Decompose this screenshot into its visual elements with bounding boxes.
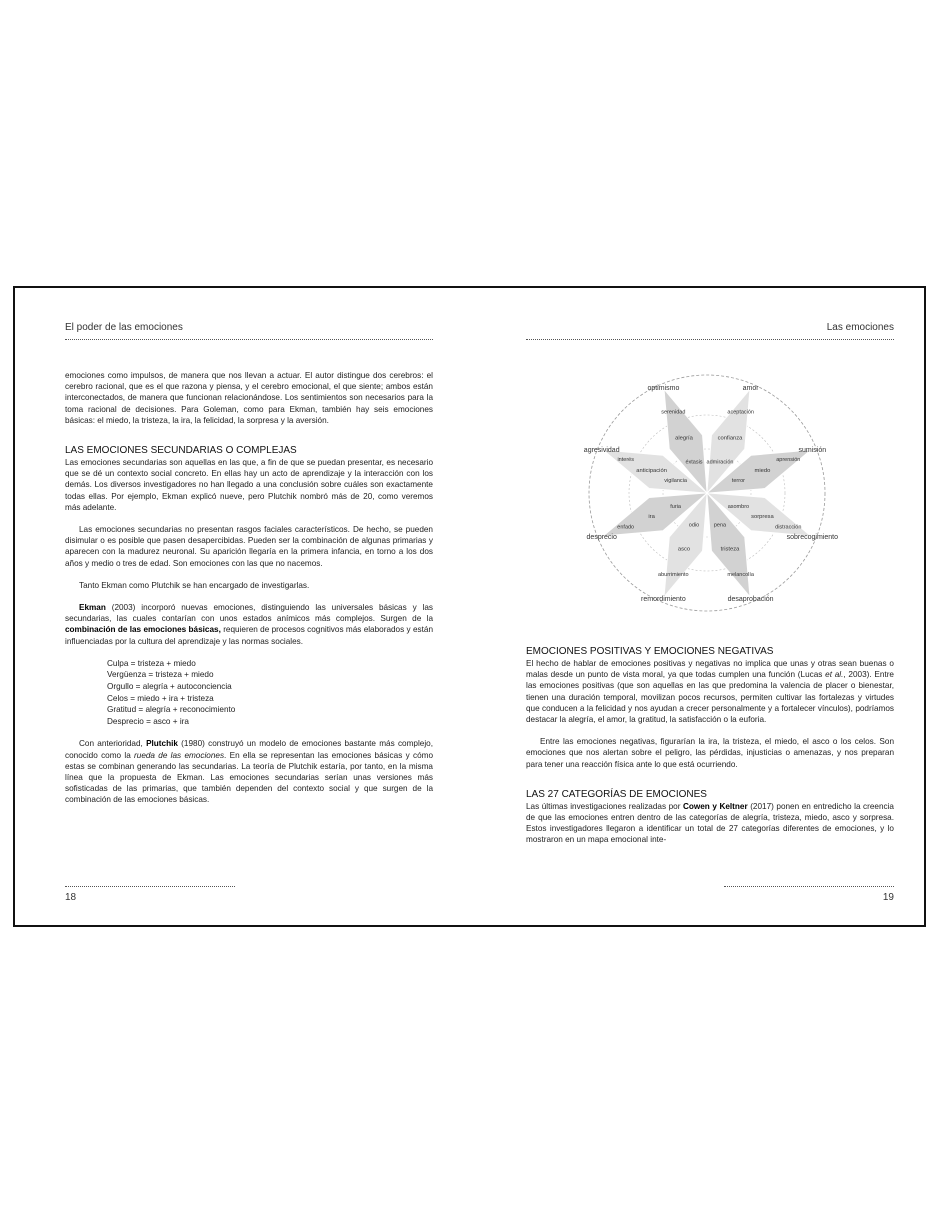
wheel-label-mild: interés [617, 457, 634, 464]
wheel-label-basic: tristeza [720, 546, 740, 553]
italic-term: et al. [825, 670, 844, 680]
section-heading: LAS 27 CATEGORÍAS DE EMOCIONES [526, 788, 707, 800]
paragraph: El hecho de hablar de emociones positivas y negativas no implica que unas y otras sean buenas o malas desde un punto de vista moral, ya que todas cumplen una función (Lucas et al., 2003). Entre las emociones positivas (que son aquellas en las que predomina la valencia de placer o bienestar, tienen una duración temporal, movilizan pocos recursos, permiten cultivar las fortalezas y virtudes que conducen a la felicidad y nos ayudan a crecer personalmente y a fortalecer vínculos), podríamos destacar la alegría, el amor, la gratitud, la satisfacción o la euforia. [526, 659, 894, 725]
wheel-label-mild: aburrimiento [658, 572, 689, 579]
paragraph: Con anterioridad, Plutchik (1980) construyó un modelo de emociones bastante más complejo, conocido como la rueda de las emociones. En ella se representan las emociones básicas y cómo estas se combinan generando las secundarias. La teoría de Plutchik estaría, por tanto, en la misma línea que la propuesta de Ekman. Las emociones secundarias serían unas versiones más sofisticadas de las primarias, que también dependen del contexto social y que surgen de la combinación de las emociones básicas. [65, 739, 433, 805]
wheel-label-mild: distracción [775, 524, 802, 531]
emphasis: combinación de las emociones básicas, [65, 625, 221, 635]
wheel-label-intense: pena [713, 522, 727, 529]
paragraph: Las últimas investigaciones realizadas por Cowen y Keltner (2017) ponen en entredicho la creencia de que las emociones entren dentro de las categorías de alegría, tristeza, miedo, asco y sorpresa. Estos investigadores llegaron a identificar un total de 27 categorías diferentes de emociones, y lo mostraron en un mapa emocional inte- [526, 801, 894, 845]
wheel-label-basic: asco [677, 546, 691, 553]
wheel-label-dyad: amor [742, 385, 759, 393]
wheel-label-mild: aprensión [776, 457, 801, 464]
page-number: 18 [65, 892, 77, 903]
wheel-label-intense: vigilancia [664, 477, 687, 484]
running-header: El poder de las emociones [65, 322, 183, 333]
footer-rule [724, 886, 894, 887]
wheel-label-mild: melancolía [727, 572, 755, 579]
formula-line: Culpa = tristeza + miedo [107, 658, 196, 668]
wheel-label-basic: miedo [754, 468, 771, 475]
wheel-label-intense: odio [688, 522, 700, 529]
wheel-label-dyad: desprecio [586, 534, 617, 542]
wheel-label-intense: furia [670, 503, 681, 510]
paragraph: Ekman (2003) incorporó nuevas emociones, distinguiendo las universales básicas y las secundarias, las cuales contarían con unos estados anímicos más complejos. Surgen de la combinación de las emociones básicas, requieren de procesos cognitivos más elaborados y están influenciadas por la cultura del aprendizaje y las normas sociales. [65, 603, 433, 646]
footer-rule [65, 886, 235, 887]
wheel-label-basic: anticipación [636, 468, 667, 475]
wheel-label-dyad: sumisión [798, 446, 827, 454]
formula-line: Vergüenza = tristeza + miedo [107, 670, 214, 680]
wheel-label-intense: admiración [706, 459, 734, 466]
author-name: Ekman [79, 603, 106, 613]
paragraph: emociones como impulsos, de manera que nos llevan a actuar. El autor distingue dos cerebros: el cerebro racional, que es el que razona y piensa, y el cerebro emocional, el que siente; ambos están interconectados, de manera que funcionan relacionándose. Los sentimientos son necesarios para la toma racional de decisiones. Para Goleman, como para Ekman, también hay seis emociones básicas: el miedo, la tristeza, la ira, la felicidad, la sorpresa y la aversión. [65, 371, 433, 425]
wheel-petals [604, 390, 811, 597]
wheel-label-basic: confianza [717, 435, 743, 442]
paragraph: Las emociones secundarias no presentan rasgos faciales característicos. De hecho, se pueden disimular o es posible que pasen desapercibidas. Pueden ser la combinación de algunas primarias y aparecen con la madurez neuronal. Su aparición llegaría en la primera infancia, en torno a los dos años y medio o tres de edad. Son emociones con las que no nacemos. [65, 525, 433, 568]
wheel-label-dyad: desaprobación [727, 595, 774, 603]
paragraph: Entre las emociones negativas, figurarían la ira, la tristeza, el miedo, el asco o los celos. Son emociones que nos alertan sobre el peligro, las pérdidas, injusticias o amenazas, y nos preparan para tener una reacción física ante lo que está ocurriendo. [526, 737, 894, 769]
wheel-label-basic: sorpresa [751, 514, 774, 520]
formula-line: Desprecio = asco + ira [107, 716, 189, 726]
author-name: Cowen y Keltner [682, 801, 748, 811]
wheel-label-intense: asombro [727, 503, 750, 510]
author-name: Plutchik [146, 739, 178, 749]
section-heading: EMOCIONES POSITIVAS Y EMOCIONES NEGATIVAS [526, 646, 774, 657]
plutchik-wheel [582, 368, 838, 618]
wheel-label-intense: éxtasis [685, 459, 703, 466]
header-rule [65, 339, 433, 340]
wheel-label-dyad: remordimiento [641, 595, 686, 603]
paragraph: Tanto Ekman como Plutchik se han encargado de investigarlas. [79, 580, 310, 590]
wheel-label-mild: serenidad [661, 409, 686, 416]
italic-term: rueda de las emociones [134, 750, 225, 760]
formula-line: Orgullo = alegría + autoconciencia [107, 682, 232, 692]
emotion-formulas [107, 658, 433, 728]
wheel-label-dyad: optimismo [647, 385, 680, 393]
paragraph: Las emociones secundarias son aquellas en las que, a fin de que se puedan presentar, es necesario que se dé un contexto social concreto. En ellas hay un acto de aprendizaje y la interacción con los demás. Los diversos investigadores no han llegado a una conclusión sobre cuáles son exactamente todas ellas. Por ejemplo, Ekman explicó nueve, pero Plutchik nombró más de 20, como veremos más adelante. [65, 458, 433, 512]
left-page [65, 288, 433, 925]
wheel-label-basic: alegría [675, 435, 693, 442]
book-spread [13, 286, 926, 927]
section-heading: LAS EMOCIONES SECUNDARIAS O COMPLEJAS [65, 445, 297, 457]
left-body [65, 370, 433, 806]
wheel-label-dyad: agresividad [583, 446, 620, 454]
wheel-label-mild: enfado [617, 524, 635, 531]
wheel-label-mild: aceptación [727, 409, 755, 416]
right-body [526, 646, 894, 846]
running-header: Las emociones [826, 322, 894, 333]
right-page [526, 288, 894, 925]
wheel-label-dyad: sobrecogimiento [786, 534, 838, 542]
header-rule [526, 339, 894, 340]
formula-line: Celos = miedo + ira + tristeza [107, 693, 214, 703]
wheel-label-basic: ira [648, 514, 655, 520]
wheel-label-intense: terror [731, 477, 745, 484]
formula-line: Gratitud = alegría + reconocimiento [107, 705, 236, 715]
page-number: 19 [882, 892, 894, 903]
